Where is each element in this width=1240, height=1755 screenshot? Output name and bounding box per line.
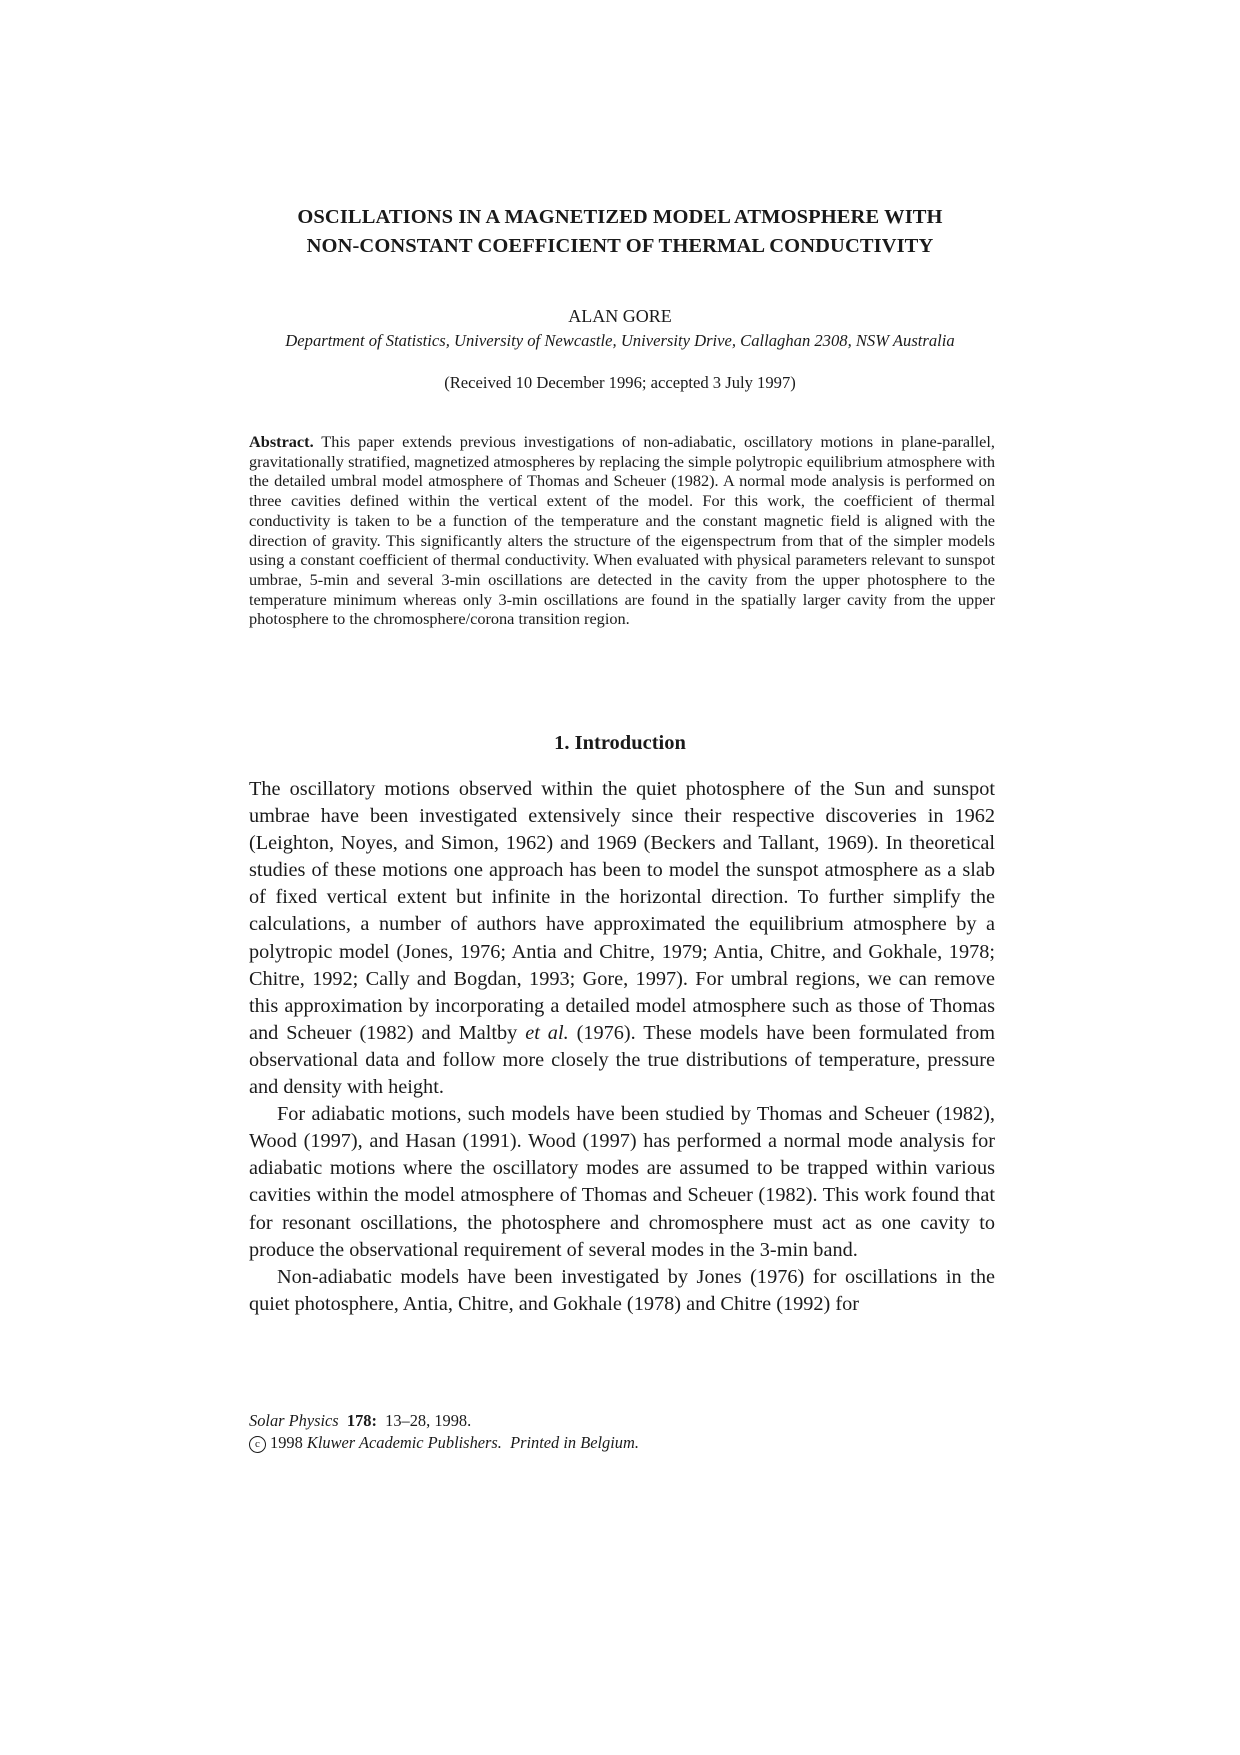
paragraph-1-part-a: The oscillatory motions observed within the quiet photosphere of the Sun and sunspot umbrae have been investigated extensively since their respective discoveries in 1962 (Leighton, Noyes, and Simon, 1962) and 1969 (Beckers and Tallant, 1969). In theoretical studies of these motions one approach has been to model the sunspot atmosphere as a slab of fixed vertical extent but infinite in the horizontal direction. To further simplify the calculations, a number of authors have approximated the equilibrium atmosphere by a polytropic model (Jones, 1976; Antia and Chitre, 1979; Antia, Chitre, and Gokhale, 1978; Chitre, 1992; Cally and Bogdan, 1993; Gore, 1997). For umbral regions, we can remove this approximation by incorporating a detailed model atmosphere such as those of Thomas and Scheuer (1982) and Maltby <box>249 778 995 1044</box>
copyright-year: 1998 <box>270 1433 303 1452</box>
journal-footer <box>249 1410 849 1454</box>
paragraph-1-part-b: (1976). These models have been formulated from observational data and follow more closely the true distributions of temperature, pressure and density with height. <box>249 1021 995 1099</box>
author-name: ALAN GORE <box>568 306 672 326</box>
author-affiliation: Department of Statistics, University of Newcastle, University Drive, Callaghan 2308, NSW Australia <box>285 331 955 350</box>
printed-location: Printed in Belgium. <box>510 1433 639 1452</box>
journal-name: Solar Physics <box>249 1411 339 1430</box>
copyright-icon: c <box>249 1436 266 1453</box>
abstract-text: This paper extends previous investigations of non-adiabatic, oscillatory motions in plane-parallel, gravitationally stratified, magnetized atmospheres by replacing the simple polytropic equilibrium atmosphere with the detailed umbral model atmosphere of Thomas and Scheuer (1982). A normal mode analysis is performed on three cavities defined within the vertical extent of the model. For this work, the coefficient of thermal conductivity is taken to be a function of the temperature and the constant magnetic field is aligned with the direction of gravity. This significantly alters the structure of the eigenspectrum from that of the simpler models using a constant coefficient of thermal conductivity. When evaluated with physical parameters relevant to sunspot umbrae, 5-min and several 3-min oscillations are detected in the cavity from the upper photosphere to the temperature minimum whereas only 3-min oscillations are found in the spatially larger cavity from the upper photosphere to the chromosphere/corona transition region. <box>249 432 995 629</box>
section-heading-introduction: 1. Introduction <box>554 732 686 754</box>
abstract <box>249 432 995 629</box>
title-line-1: OSCILLATIONS IN A MAGNETIZED MODEL ATMOSPHERE WITH <box>297 206 943 228</box>
paragraph-1 <box>249 776 995 1101</box>
received-dates: (Received 10 December 1996; accepted 3 July 1997) <box>444 373 796 392</box>
citation-line <box>249 1410 849 1432</box>
paragraph-2: For adiabatic motions, such models have been studied by Thomas and Scheuer (1982), Wood (1997), and Hasan (1991). Wood (1997) has performed a normal mode analysis for adiabatic motions where the oscillatory modes are assumed to be trapped within various cavities within the model atmosphere of Thomas and Scheuer (1982). This work found that for resonant oscillations, the photosphere and chromosphere must act as one cavity to produce the observational requirement of several modes in the 3-min band. <box>249 1103 995 1261</box>
paragraph-1-etal: et al. <box>525 1021 569 1044</box>
paragraph-3: Non-adiabatic models have been investigated by Jones (1976) for oscillations in the quiet photosphere, Antia, Chitre, and Gokhale (1978) and Chitre (1992) for <box>249 1265 995 1315</box>
copyright-line <box>249 1432 849 1454</box>
paper-title <box>200 203 1040 261</box>
title-line-2: NON-CONSTANT COEFFICIENT OF THERMAL CONDUCTIVITY <box>306 235 934 257</box>
journal-volume: 178: <box>346 1411 377 1430</box>
journal-pages: 13–28, 1998. <box>385 1411 472 1430</box>
publisher-name: Kluwer Academic Publishers. <box>306 1433 502 1452</box>
introduction-body <box>249 776 995 1318</box>
abstract-label: Abstract. <box>249 432 314 451</box>
